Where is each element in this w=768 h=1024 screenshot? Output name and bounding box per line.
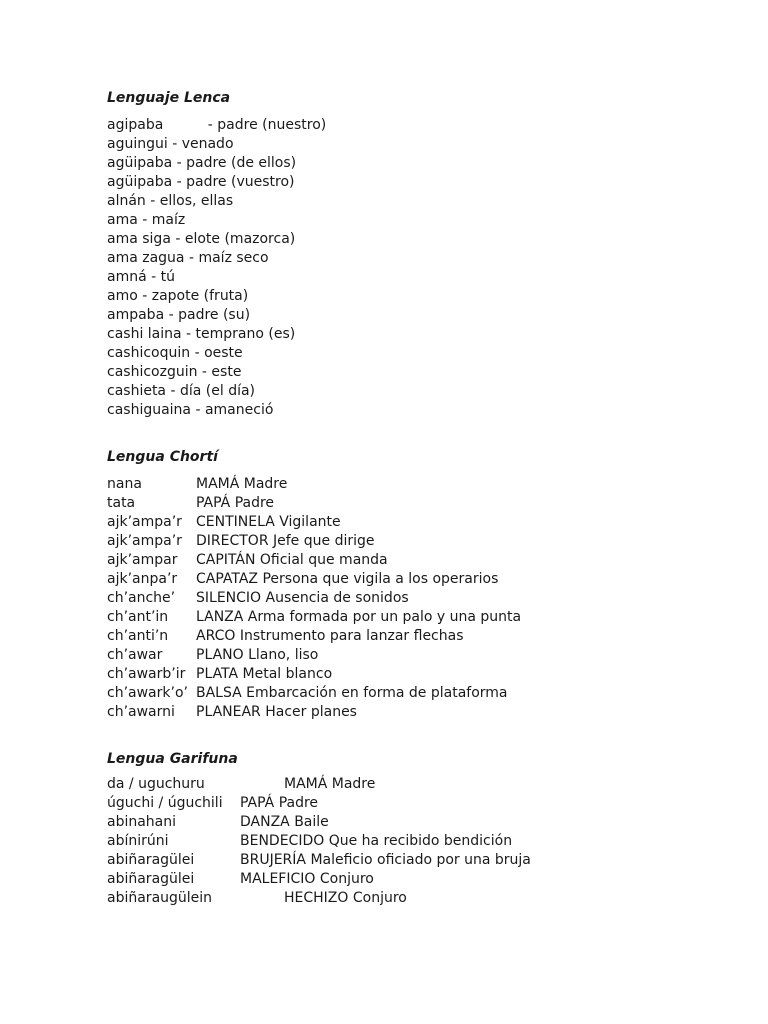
list-item	[107, 813, 727, 832]
term: ajk’ampa’r	[107, 533, 182, 549]
term: ajk’ampar	[107, 552, 178, 568]
document-page	[107, 88, 727, 908]
definition: MAMÁ Madre	[196, 476, 288, 492]
list-item: cashicoquin - oeste	[107, 345, 243, 361]
term: úguchi / úguchili	[107, 795, 223, 811]
list-item	[107, 608, 727, 627]
list-item	[107, 775, 727, 794]
list-item: agüipaba - padre (vuestro)	[107, 174, 295, 190]
list-item: cashiguaina - amaneció	[107, 402, 274, 418]
term: ch’anti’n	[107, 628, 169, 644]
term: ch’ant’in	[107, 609, 169, 625]
list-item	[107, 589, 727, 608]
list-item	[107, 665, 727, 684]
list-item	[107, 532, 727, 551]
list-item	[107, 684, 727, 703]
term: abinahani	[107, 814, 177, 830]
definition: MAMÁ Madre	[284, 776, 376, 792]
definition: BENDECIDO Que ha recibido bendición	[240, 833, 513, 849]
term: ch’awarb’ir	[107, 666, 186, 682]
term: da / uguchuru	[107, 776, 205, 792]
list-item	[107, 551, 727, 570]
definition: PAPÁ Padre	[196, 495, 275, 511]
list-item: alnán - ellos, ellas	[107, 193, 234, 209]
definition: HECHIZO Conjuro	[284, 890, 407, 906]
definition: PLATA Metal blanco	[196, 666, 333, 682]
list-item	[107, 570, 727, 589]
term: tata	[107, 495, 136, 511]
list-item	[107, 646, 727, 665]
list-item	[107, 832, 727, 851]
term: abiñaragülei	[107, 852, 195, 868]
definition: CAPITÁN Oficial que manda	[196, 552, 388, 568]
definition: SILENCIO Ausencia de sonidos	[196, 590, 409, 606]
lenca-word-list	[107, 116, 727, 420]
term: ajk’ampa’r	[107, 514, 182, 530]
term: ch’awarni	[107, 704, 175, 720]
term: ch’awark’o’	[107, 685, 188, 701]
term: nana	[107, 476, 142, 492]
definition: DIRECTOR Jefe que dirige	[196, 533, 375, 549]
list-item	[107, 475, 727, 494]
section-chorti	[107, 447, 727, 722]
section-garifuna	[107, 749, 727, 908]
list-item	[107, 794, 727, 813]
list-item: ama zagua - maíz seco	[107, 250, 269, 266]
list-item	[107, 870, 727, 889]
term: ajk’anpa’r	[107, 571, 178, 587]
definition: PAPÁ Padre	[240, 795, 319, 811]
chorti-word-list	[107, 475, 727, 722]
list-item	[107, 889, 727, 908]
section-lenca	[107, 88, 727, 420]
list-item	[107, 627, 727, 646]
list-item: ama siga - elote (mazorca)	[107, 231, 296, 247]
list-item: cashieta - día (el día)	[107, 383, 256, 399]
list-item: ampaba - padre (su)	[107, 307, 251, 323]
definition: BALSA Embarcación en forma de plataforma	[196, 685, 508, 701]
definition: CAPATAZ Persona que vigila a los operarios	[196, 571, 499, 587]
list-item: agüipaba - padre (de ellos)	[107, 155, 297, 171]
list-item: agipaba - padre (nuestro)	[107, 117, 327, 133]
list-item	[107, 703, 727, 722]
definition: MALEFICIO Conjuro	[240, 871, 374, 887]
definition: PLANO Llano, liso	[196, 647, 319, 663]
definition: LANZA Arma formada por un palo y una punta	[196, 609, 522, 625]
term: abiñaraugülein	[107, 890, 213, 906]
list-item: cashicozguin - este	[107, 364, 242, 380]
term: abínirúni	[107, 833, 169, 849]
section-title-lenca: Lenguaje Lenca	[107, 90, 231, 106]
list-item	[107, 851, 727, 870]
section-title-chorti: Lengua Chortí	[107, 449, 218, 465]
term: ch’anche’	[107, 590, 176, 606]
list-item	[107, 513, 727, 532]
list-item: ama - maíz	[107, 212, 186, 228]
list-item: amo - zapote (fruta)	[107, 288, 249, 304]
definition: CENTINELA Vigilante	[196, 514, 341, 530]
section-title-garifuna: Lengua Garifuna	[107, 751, 238, 767]
definition: BRUJERÍA Maleficio oficiado por una bruja	[240, 852, 531, 868]
definition: PLANEAR Hacer planes	[196, 704, 357, 720]
definition: ARCO Instrumento para lanzar flechas	[196, 628, 464, 644]
list-item	[107, 494, 727, 513]
list-item: aguingui - venado	[107, 136, 234, 152]
definition: DANZA Baile	[240, 814, 329, 830]
term: ch’awar	[107, 647, 163, 663]
term: abiñaragülei	[107, 871, 195, 887]
garifuna-word-list	[107, 775, 727, 908]
list-item: amná - tú	[107, 269, 175, 285]
list-item: cashi laina - temprano (es)	[107, 326, 296, 342]
